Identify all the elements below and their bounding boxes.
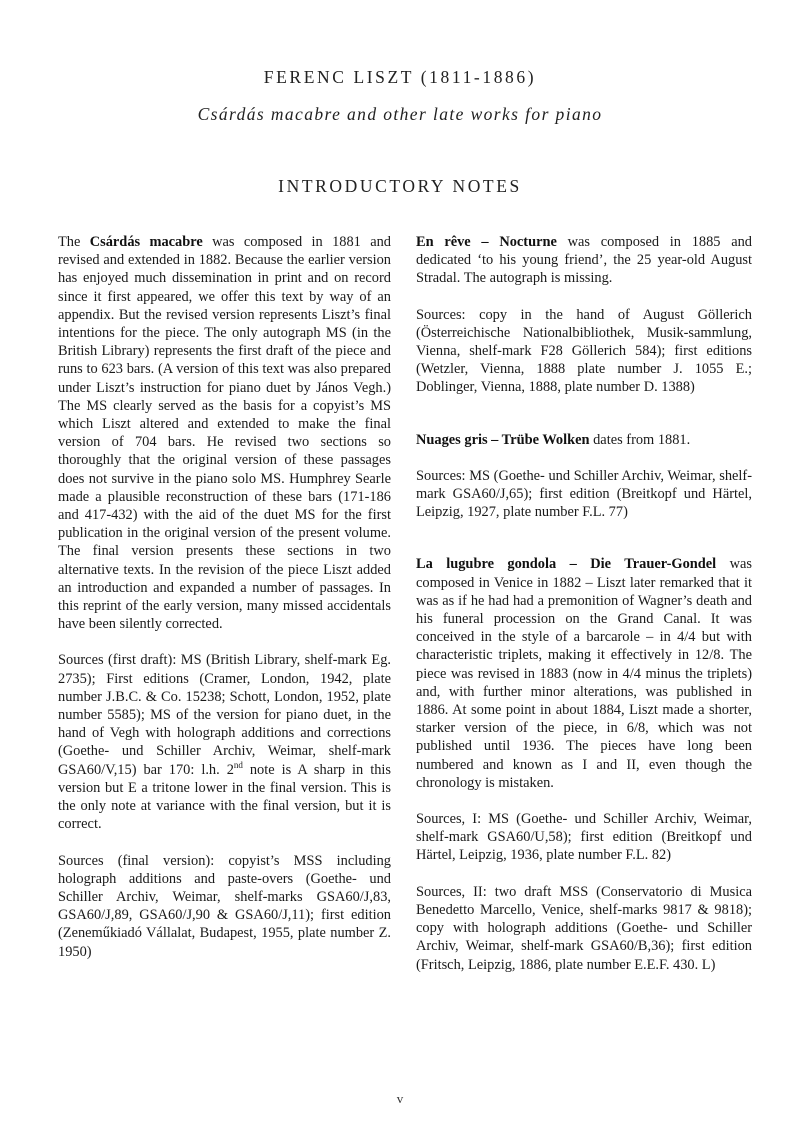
csardas-lead-in: The [58, 234, 90, 250]
lugubre-gondola-sources-ii: Sources, II: two draft MSS (Conservatorio di Musica Benedetto Marcello, Venice, shelf-marks 9817 & 9818); copy with holograph additions (Goethe- und Schiller Archiv, Weimar, shelf-mark GSA60/B,36); first edition (Fritsch, Leipzig, 1886, plate number E.E.F. 430. L) [416, 883, 752, 973]
page-number: v [396, 1091, 404, 1106]
lugubre-gondola-text: was composed in Venice in 1882 – Liszt later remarked that it was as if he had had a premonition of Wagner’s death and his funeral procession on the Grand Canal. It was conceived in the style of a barcarole – in 4/4 but with characteristic triplets, making it effectively in 12/8. The piece was revised in 1883 (now in 4/4 minus the triplets) and, with further minor alterations, was published in 1886. At some point in about 1884, Liszt made a shorter, starker version of the piece, in 6/8, which was not published until 1936. The pieces have long been numbered and known as I and II, even though the chronology is mistaken. [416, 556, 752, 791]
csardas-paragraph [58, 233, 391, 633]
nuages-gris-paragraph [416, 431, 752, 449]
en-reve-sources: Sources: copy in the hand of August Göllerich (Österreichische Nationalbibliothek, Musik-sammlung, Vienna, shelf-mark F28 Göllerich 584); first editions (Wetzler, Vienna, 1888 plate number J. 1055 E.; Doblinger, Vienna, 1888, plate number D. 1388) [416, 306, 752, 396]
left-column [58, 233, 391, 979]
section-heading: INTRODUCTORY NOTES [278, 176, 522, 196]
page-header-subtitle: Csárdás macabre and other late works for piano [197, 104, 603, 124]
en-reve-paragraph [416, 233, 752, 288]
sources-first-draft-text: Sources (first draft): MS (British Library, shelf-mark Eg. 2735); First editions (Cramer, London, 1942, plate number J.B.C. & Co. 15238; Schott, London, 1952, plate number 5585); MS of the version for piano duet, in the hand of Vegh with holograph additions and corrections (Goethe- und Schiller Archiv, Weimar, shelf-mark GSA60/V,15) bar 170: l.h. 2 [58, 652, 391, 778]
lugubre-gondola-sources-i: Sources, I: MS (Goethe- und Schiller Archiv, Weimar, shelf-mark GSA60/U,58); first edition (Breitkopf und Härtel, Leipzig, 1936, plate number F.L. 82) [416, 811, 752, 864]
right-column [416, 233, 752, 992]
nuages-gris-sources: Sources: MS (Goethe- und Schiller Archiv, Weimar, shelf-mark GSA60/J,65); first edition (Breitkopf und Härtel, Leipzig, 1927, plate number F.L. 77) [416, 467, 752, 521]
page-header-title: FERENC LISZT (1811-1886) [263, 67, 537, 87]
sources-first-draft-text-cont: note is A sharp in this version but E a tritone lower in the final version. This is the only note at variance with the final version, but it is correct. [58, 761, 391, 833]
ordinal-superscript: nd [233, 759, 243, 770]
en-reve-text: was composed in 1885 and dedicated ‘to his young friend’, the 25 year-old August Stradal. The autograph is missing. [416, 234, 752, 287]
nuages-gris-text: dates from 1881. [589, 431, 691, 448]
sources-first-draft [58, 651, 391, 833]
csardas-title: Csárdás macabre [89, 234, 203, 250]
lugubre-gondola-paragraph [416, 555, 752, 792]
lugubre-gondola-title: La lugubre gondola – Die Trauer-Gondel [416, 556, 717, 573]
sources-final-version: Sources (final version): copyist’s MSS including holograph additions and paste-overs (Goethe- und Schiller Archiv, Weimar, shelf-marks GSA60/J,83, GSA60/J,89, GSA60/J,90 & GSA60/J,11); first edition (Zeneműkiadó Vállalat, Budapest, 1955, plate number Z. 1950) [58, 852, 391, 960]
en-reve-title: En rêve – Nocturne [416, 234, 557, 250]
nuages-gris-title: Nuages gris – Trübe Wolken [416, 431, 590, 448]
csardas-text: was composed in 1881 and revised and extended in 1882. Because the earlier version has enjoyed much dissemination in print and on record since it first appeared, we offer this text by way of an appendix. But the revised version represents Liszt’s final intentions for the piece. The only autograph MS (in the British Library) represents the first draft of the piece and runs to 623 bars. (A version of this text was also prepared under Liszt’s instruction for piano duet by János Vegh.) The MS clearly served as the basis for a copyist’s MS which Liszt altered and extended to make the final version of 704 bars. He revised two sections so thoroughly that the original version of these passages does not survive in the piano solo MS. Humphrey Searle made a plausible reconstruction of these bars (171-186 and 417-432) with the aid of the duet MS for the first publication in the original version of the present volume. The final version presents these sections in two alternative texts. In the revision of the piece Liszt added an introduction and expanded a number of passages. In this reprint of the early version, many missed accidentals have been silently corrected. [58, 234, 391, 633]
